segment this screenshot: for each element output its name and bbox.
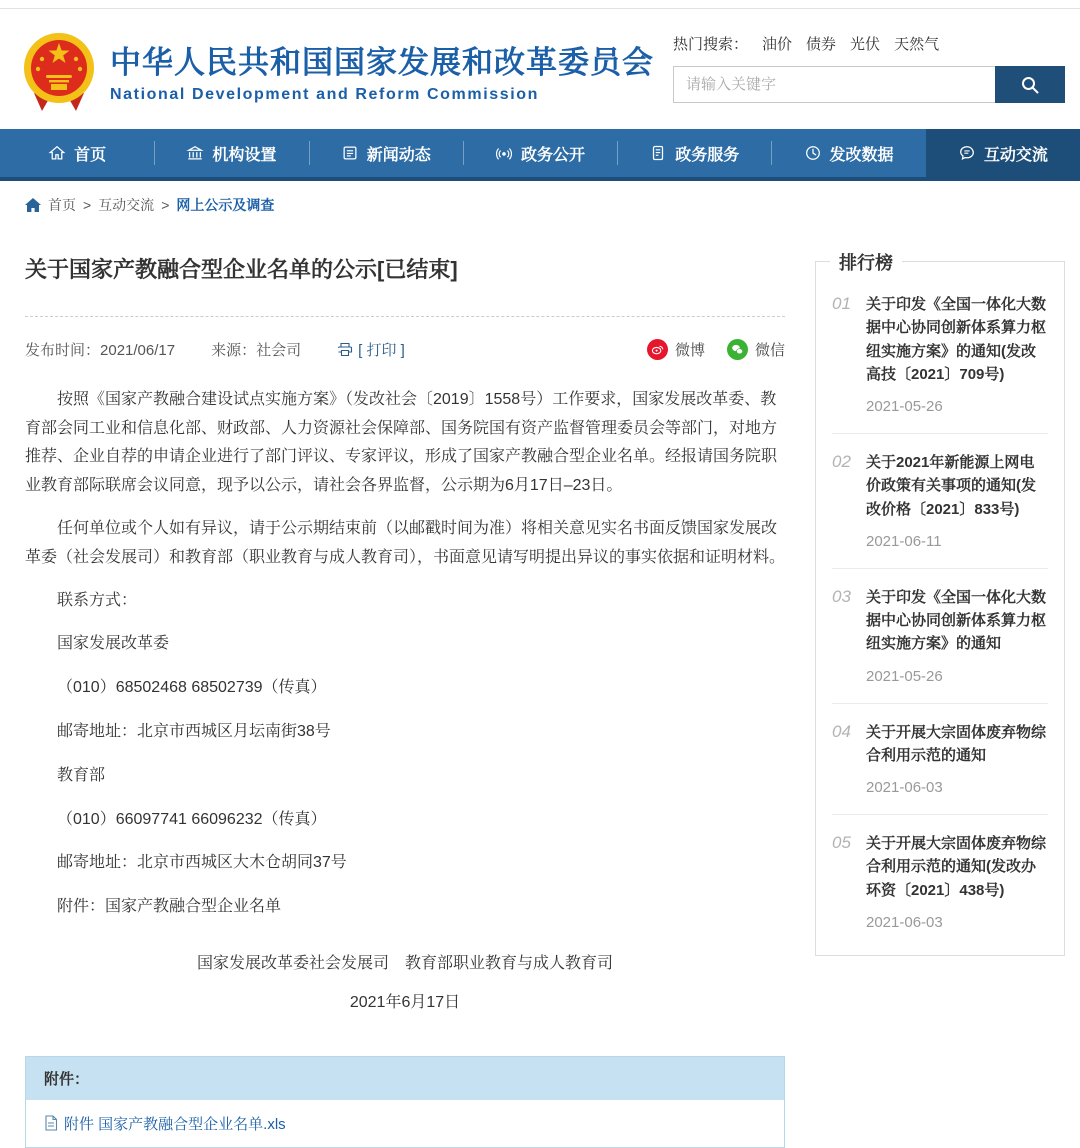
home-icon [25, 198, 41, 212]
nav-item-organization[interactable] [154, 129, 308, 177]
rank-number: 02 [832, 452, 851, 471]
main-nav [0, 129, 1080, 181]
contact-line: 教育部 [57, 766, 106, 784]
contact-line: 邮寄地址：北京市西城区大木仓胡同37号 [57, 854, 347, 872]
rank-item-date: 2021-06-11 [866, 532, 942, 550]
ranking-panel [815, 253, 1065, 956]
article-title: 关于国家产教融合型企业名单的公示[已结束] [25, 257, 458, 282]
ranking-item-2[interactable] [832, 434, 1048, 569]
home-icon [48, 144, 66, 162]
dashed-divider [25, 316, 785, 317]
site-header [0, 9, 1080, 129]
site-title-en: National Development and Reform Commission [110, 86, 540, 103]
rank-number: 04 [832, 721, 851, 741]
attachment-box [25, 1056, 785, 1148]
search-bar [673, 66, 1065, 103]
contact-line: 邮寄地址：北京市西城区月坛南街38号 [57, 722, 331, 740]
rank-item-date: 2021-05-26 [866, 667, 943, 685]
ranking-item-4[interactable] [832, 704, 1048, 816]
hot-search-label: 热门搜索： [673, 36, 749, 53]
broadcast-icon [495, 144, 513, 162]
wechat-label: 微信 [754, 341, 785, 359]
rank-item-title[interactable]: 关于2021年新能源上网电价政策有关事项的通知(发改价格〔2021〕833号) [866, 454, 1036, 518]
weibo-label: 微博 [674, 341, 705, 359]
search-input[interactable] [673, 66, 995, 103]
breadcrumb-current[interactable]: 网上公示及调查 [176, 197, 275, 213]
rank-number: 03 [832, 586, 851, 606]
wechat-icon [727, 339, 748, 360]
nav-label: 政务公开 [520, 146, 585, 164]
rank-number: 01 [832, 294, 851, 313]
nav-label: 首页 [74, 146, 107, 164]
ranking-title: 排行榜 [830, 249, 902, 275]
ranking-item-5[interactable] [832, 815, 1048, 949]
attachment-row [26, 1100, 784, 1147]
signature-date: 2021年6月17日 [349, 993, 461, 1011]
publish-date: 2021/06/17 [100, 341, 176, 359]
nav-item-gov-disclosure[interactable] [463, 129, 617, 177]
site-title-cn: 中华人民共和国国家发展和改革委员会 [110, 45, 654, 80]
nav-label: 新闻动态 [366, 146, 431, 164]
document-icon [649, 144, 667, 162]
nav-label: 机构设置 [212, 146, 277, 164]
print-label: [ 打印 ] [358, 341, 405, 359]
nav-label: 互动交流 [983, 146, 1048, 164]
rank-item-date: 2021-06-03 [866, 779, 943, 796]
breadcrumb-interaction[interactable]: 互动交流 [98, 197, 155, 213]
site-title-block [110, 37, 654, 104]
rank-item-title[interactable]: 关于印发《全国一体化大数据中心协同创新体系算力枢纽实施方案》的通知(发改高技〔2021〕709号) [866, 296, 1047, 383]
source-label: 来源： [211, 341, 257, 359]
hot-search-term[interactable]: 天然气 [894, 36, 940, 53]
article-meta [25, 339, 785, 360]
contact-line: 附件：国家产教融合型企业名单 [57, 898, 282, 916]
news-icon [341, 144, 359, 162]
attachment-file-link[interactable]: 附件 国家产教融合型企业名单.xls [64, 1115, 286, 1133]
ranking-item-3[interactable] [832, 569, 1048, 704]
attachment-header: 附件： [26, 1057, 784, 1100]
article-body [25, 386, 785, 1012]
publish-time [25, 339, 175, 360]
breadcrumb-home[interactable]: 首页 [48, 197, 76, 213]
nav-item-ndrc-data[interactable] [771, 129, 925, 177]
article-paragraph: 按照《国家产教融合建设试点实施方案》（发改社会〔2019〕1558号）工作要求，国家发展改革委、教育部会同工业和信息化部、财政部、人力资源社会保障部、国务院国有资产监督管理委员会等部门，对地方推荐、企业自荐的申请企业进行了部门评议、专家评议，形成了国家产教融合型企业名单。经报请国务院职业教育部际联席会议同意，现予以公示，请社会各界监督，公示期为6月17日–23日。 [25, 390, 778, 495]
nav-label: 政务服务 [675, 146, 740, 164]
printer-icon [337, 342, 353, 357]
ranking-item-1[interactable] [832, 276, 1048, 434]
file-icon [44, 1115, 58, 1131]
china-national-emblem-icon [22, 31, 96, 115]
rank-item-title[interactable]: 关于开展大宗固体废弃物综合利用示范的通知 [866, 723, 1047, 764]
print-button[interactable] [337, 339, 405, 360]
publish-label: 发布时间： [25, 341, 101, 359]
article-content [25, 231, 785, 1148]
breadcrumb [0, 181, 1080, 225]
search-button[interactable] [995, 66, 1065, 103]
breadcrumb-separator: > [83, 197, 92, 213]
hot-search-bar [673, 33, 1065, 54]
magnifier-icon [1020, 75, 1040, 95]
hot-search-term[interactable]: 债券 [806, 36, 837, 53]
contact-line: 国家发展改革委 [57, 635, 170, 653]
nav-item-news[interactable] [309, 129, 463, 177]
share-wechat[interactable] [727, 339, 785, 360]
article-paragraph: 任何单位或个人如有异议，请于公示期结束前（以邮戳时间为准）将相关意见实名书面反馈国家发展改革委（社会发展司）和教育部（职业教育与成人教育司），书面意见请写明提出异议的事实依据和证明材料。 [25, 519, 786, 566]
signature-block [25, 950, 785, 1012]
institution-icon [186, 144, 204, 162]
breadcrumb-separator: > [161, 197, 170, 213]
nav-item-interaction[interactable] [926, 129, 1080, 177]
hot-search-term[interactable]: 油价 [762, 36, 793, 53]
share-weibo[interactable] [647, 339, 705, 360]
source-value: 社会司 [256, 341, 302, 359]
nav-item-gov-service[interactable] [617, 129, 771, 177]
rank-item-title[interactable]: 关于开展大宗固体废弃物综合利用示范的通知(发改办环资〔2021〕438号) [866, 835, 1047, 899]
hot-search-term[interactable]: 光伏 [850, 36, 881, 53]
rank-item-title[interactable]: 关于印发《全国一体化大数据中心协同创新体系算力枢纽实施方案》的通知 [866, 588, 1047, 653]
nav-item-home[interactable] [0, 129, 154, 177]
article-source [211, 339, 301, 360]
signature-orgs: 国家发展改革委社会发展司 教育部职业教育与成人教育司 [196, 954, 613, 972]
contact-line: 联系方式： [57, 591, 138, 609]
contact-line: （010）66097741 66096232（传真） [57, 810, 327, 828]
chat-icon [958, 144, 976, 162]
nav-label: 发改数据 [829, 146, 894, 164]
rank-number: 05 [832, 833, 851, 852]
clock-icon [804, 144, 822, 162]
weibo-icon [647, 339, 668, 360]
contact-line: （010）68502468 68502739（传真） [57, 679, 327, 697]
share-bar [647, 339, 785, 360]
rank-item-date: 2021-05-26 [866, 398, 943, 415]
rank-item-date: 2021-06-03 [866, 913, 943, 931]
